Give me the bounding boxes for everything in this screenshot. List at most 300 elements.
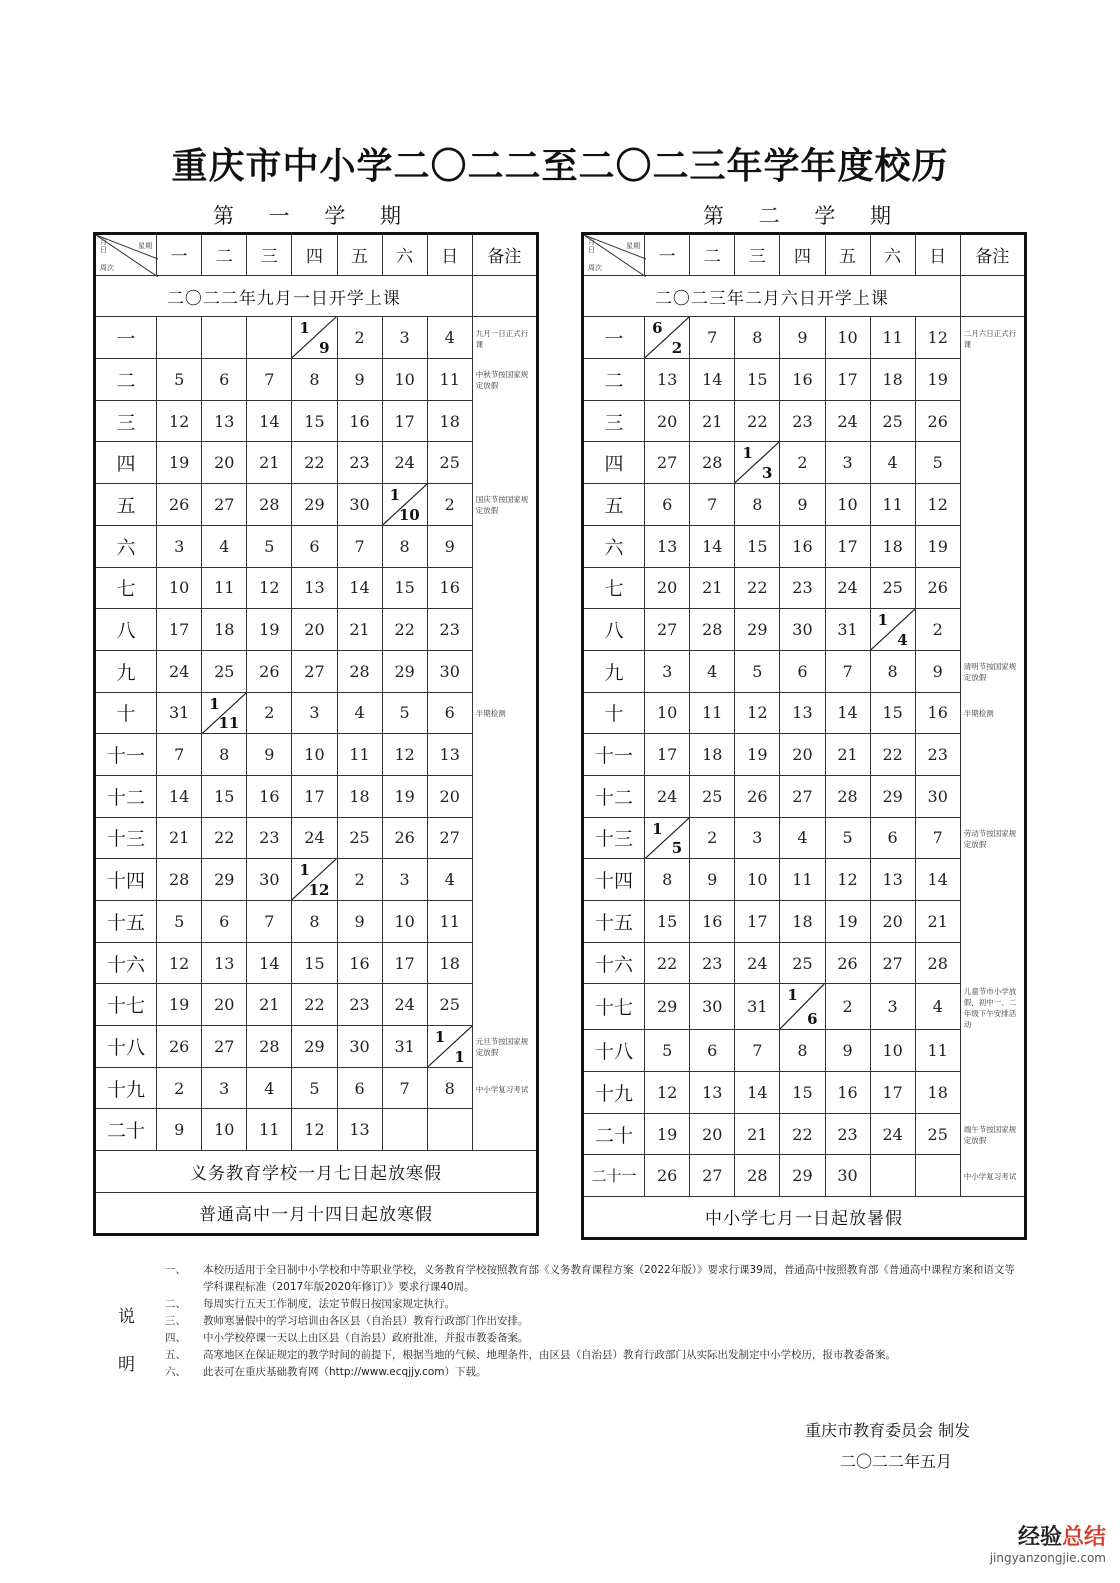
week-row <box>583 400 1026 442</box>
note-empty <box>960 1072 1025 1114</box>
week-row <box>95 942 538 984</box>
weekday-header: 六 <box>870 234 915 276</box>
corner-weekday: 星期 <box>138 242 153 250</box>
week-label: 十二 <box>583 775 645 817</box>
day-cell: 18 <box>427 400 472 442</box>
week-row <box>95 734 538 776</box>
note-empty <box>960 567 1025 609</box>
day-cell: 15 <box>292 400 337 442</box>
day-cell: 9 <box>780 484 825 526</box>
day-cell: 19 <box>157 984 202 1026</box>
day-cell: 2 <box>690 817 735 859</box>
week-label: 十一 <box>95 734 157 776</box>
week-row <box>583 1155 1026 1197</box>
day-cell: 31 <box>382 1026 427 1068</box>
day-cell: 30 <box>247 859 292 901</box>
day-cell: 17 <box>157 609 202 651</box>
weekday-header: 一 <box>645 234 690 276</box>
day-cell: 14 <box>690 359 735 401</box>
day-cell: 23 <box>337 442 382 484</box>
month-number: 1 <box>299 861 310 880</box>
note-empty <box>960 525 1025 567</box>
note-empty <box>472 817 537 859</box>
note-empty <box>472 859 537 901</box>
week-row <box>583 775 1026 817</box>
week-label: 三 <box>95 400 157 442</box>
day-cell: 7 <box>337 525 382 567</box>
day-cell: 11 <box>427 901 472 943</box>
day-cell: 11 <box>202 567 247 609</box>
day-cell: 16 <box>780 359 825 401</box>
weekday-header: 一 <box>157 234 202 276</box>
day-cell: 11 <box>427 359 472 401</box>
week-label: 十七 <box>95 984 157 1026</box>
day-cell: 29 <box>645 984 690 1030</box>
day-cell: 26 <box>735 775 780 817</box>
week-row <box>95 484 538 526</box>
day-cell: 14 <box>337 567 382 609</box>
month-start-cell <box>292 317 337 359</box>
day-cell: 23 <box>915 734 960 776</box>
note-empty <box>960 609 1025 651</box>
day-cell: 4 <box>337 692 382 734</box>
watermark-brand-b: 总结 <box>1061 1525 1106 1550</box>
week-label: 一 <box>95 317 157 359</box>
week-row <box>95 525 538 567</box>
note-empty <box>472 734 537 776</box>
winter-break-highschool: 普通高中一月十四日起放寒假 <box>95 1192 538 1234</box>
day-cell: 20 <box>780 734 825 776</box>
day-cell: 5 <box>292 1067 337 1109</box>
header-row <box>95 234 538 276</box>
issue-date: 二〇二二年五月 <box>840 1452 953 1471</box>
day-cell: 16 <box>825 1072 870 1114</box>
day-cell: 21 <box>247 442 292 484</box>
day-cell: 10 <box>645 692 690 734</box>
note-header: 备注 <box>960 234 1025 276</box>
day-cell: 10 <box>157 567 202 609</box>
note-header: 备注 <box>472 234 537 276</box>
day-cell: 15 <box>735 525 780 567</box>
day-cell: 10 <box>382 901 427 943</box>
day-cell: 22 <box>870 734 915 776</box>
day-cell: 2 <box>337 317 382 359</box>
week-row <box>583 650 1026 692</box>
day-cell: 14 <box>825 692 870 734</box>
week-label: 十六 <box>95 942 157 984</box>
day-cell: 29 <box>292 1026 337 1068</box>
note-empty <box>960 442 1025 484</box>
note-empty <box>472 525 537 567</box>
day-cell: 7 <box>247 359 292 401</box>
day-cell: 7 <box>825 650 870 692</box>
note-empty <box>472 984 537 1026</box>
month-number: 1 <box>389 486 401 505</box>
month-number: 6 <box>652 319 663 338</box>
day-cell: 5 <box>825 817 870 859</box>
week-label: 十三 <box>95 817 157 859</box>
watermark-url: jingyanzongjie.com <box>989 1551 1106 1565</box>
day-cell: 25 <box>690 775 735 817</box>
week-label: 四 <box>95 442 157 484</box>
day-cell: 26 <box>247 650 292 692</box>
note-cell <box>960 317 1025 359</box>
day-cell: 12 <box>382 734 427 776</box>
day-cell: 26 <box>157 484 202 526</box>
week-label: 十八 <box>583 1030 645 1072</box>
day-cell: 29 <box>735 609 780 651</box>
day-cell: 19 <box>735 734 780 776</box>
week-label: 二十一 <box>583 1155 645 1197</box>
week-row <box>95 442 538 484</box>
day-cell: 12 <box>915 484 960 526</box>
weekday-header: 五 <box>337 234 382 276</box>
day-cell: 27 <box>202 1026 247 1068</box>
week-label: 十三 <box>583 817 645 859</box>
day-cell: 4 <box>427 317 472 359</box>
note-empty <box>472 942 537 984</box>
weekday-header: 六 <box>382 234 427 276</box>
week-label: 十一 <box>583 734 645 776</box>
corner-cell <box>583 234 645 276</box>
week-row <box>583 317 1026 359</box>
day-cell: 18 <box>427 942 472 984</box>
day-cell: 23 <box>690 942 735 984</box>
day-cell: 3 <box>157 525 202 567</box>
week-label: 七 <box>583 567 645 609</box>
week-row <box>95 567 538 609</box>
day-cell: 3 <box>202 1067 247 1109</box>
month-start-cell <box>645 817 690 859</box>
day-cell: 28 <box>915 942 960 984</box>
day-cell: 22 <box>292 442 337 484</box>
note-text: 半期检测 <box>963 709 994 719</box>
footer-row <box>95 1192 538 1234</box>
week-row <box>583 692 1026 734</box>
day-cell: 8 <box>202 734 247 776</box>
day-cell: 2 <box>915 609 960 651</box>
day-cell: 9 <box>247 734 292 776</box>
day-cell: 17 <box>382 942 427 984</box>
day-cell: 2 <box>825 984 870 1030</box>
corner-cell <box>95 234 157 276</box>
day-cell: 22 <box>202 817 247 859</box>
day-cell: 2 <box>247 692 292 734</box>
weekday-header: 四 <box>780 234 825 276</box>
day-number: 10 <box>398 505 420 524</box>
week-row <box>95 359 538 401</box>
note-empty <box>960 275 1025 317</box>
day-cell: 20 <box>202 984 247 1026</box>
day-cell: 16 <box>337 942 382 984</box>
day-cell <box>247 317 292 359</box>
week-label: 十二 <box>95 775 157 817</box>
day-cell: 6 <box>780 650 825 692</box>
day-cell: 30 <box>690 984 735 1030</box>
day-cell: 9 <box>427 525 472 567</box>
note-cell <box>472 317 537 359</box>
note-cell <box>472 1026 537 1068</box>
week-row <box>95 901 538 943</box>
note-cell <box>472 692 537 734</box>
day-cell: 14 <box>247 400 292 442</box>
day-cell: 9 <box>157 1109 202 1151</box>
month-start-cell <box>427 1026 472 1068</box>
day-cell: 27 <box>202 484 247 526</box>
note-cell <box>472 484 537 526</box>
day-cell: 3 <box>382 859 427 901</box>
day-cell: 3 <box>735 817 780 859</box>
day-cell: 15 <box>292 942 337 984</box>
week-row <box>95 775 538 817</box>
note-empty <box>472 400 537 442</box>
day-cell: 20 <box>292 609 337 651</box>
day-cell: 24 <box>292 817 337 859</box>
day-cell <box>382 1109 427 1151</box>
day-cell: 24 <box>825 400 870 442</box>
day-cell: 8 <box>645 859 690 901</box>
note-text: 端午节按国家规定放假 <box>963 1125 1017 1146</box>
day-cell: 20 <box>645 400 690 442</box>
day-cell: 19 <box>157 442 202 484</box>
day-cell: 12 <box>292 1109 337 1151</box>
watermark-brand-a: 经验 <box>1017 1525 1062 1550</box>
day-cell: 22 <box>645 942 690 984</box>
note-cell <box>960 650 1025 692</box>
day-cell: 7 <box>247 901 292 943</box>
month-number: 1 <box>434 1028 446 1047</box>
day-cell: 25 <box>780 942 825 984</box>
explanation-label-2: 明 <box>118 1355 135 1375</box>
day-cell: 12 <box>735 692 780 734</box>
day-cell: 24 <box>870 1113 915 1155</box>
day-cell: 16 <box>780 525 825 567</box>
weekday-header: 二 <box>202 234 247 276</box>
note-empty <box>472 442 537 484</box>
day-number: 4 <box>897 630 908 649</box>
week-label: 十四 <box>95 859 157 901</box>
day-cell: 28 <box>247 484 292 526</box>
day-cell: 15 <box>202 775 247 817</box>
explanation-item: 三、 教师寒暑假中的学习培训由各区县（自治县）教育行政部门作出安排。 <box>165 1315 529 1327</box>
week-row <box>95 1067 538 1109</box>
day-cell: 10 <box>870 1030 915 1072</box>
note-empty <box>472 609 537 651</box>
note-empty <box>472 275 537 317</box>
day-number: 9 <box>319 339 330 358</box>
day-cell: 9 <box>915 650 960 692</box>
day-cell: 25 <box>870 400 915 442</box>
day-cell: 11 <box>337 734 382 776</box>
day-number: 3 <box>761 464 773 483</box>
summer-break: 中小学七月一日起放暑假 <box>583 1197 1026 1239</box>
note-text: 九月一日正式行课 <box>475 328 529 349</box>
note-empty <box>960 400 1025 442</box>
note-empty <box>960 734 1025 776</box>
day-cell: 28 <box>247 1026 292 1068</box>
day-cell: 25 <box>870 567 915 609</box>
day-cell: 10 <box>825 317 870 359</box>
day-cell: 12 <box>825 859 870 901</box>
day-cell: 30 <box>427 650 472 692</box>
day-cell: 4 <box>780 817 825 859</box>
day-cell: 13 <box>870 859 915 901</box>
day-cell: 27 <box>690 1155 735 1197</box>
note-empty <box>960 901 1025 943</box>
day-cell: 18 <box>780 901 825 943</box>
day-cell: 17 <box>825 359 870 401</box>
start-banner: 二〇二三年二月六日开学上课 <box>583 275 961 317</box>
day-cell: 19 <box>915 525 960 567</box>
semester1-heading: 第 一 学 期 <box>212 204 416 228</box>
day-cell: 14 <box>690 525 735 567</box>
week-row <box>583 1030 1026 1072</box>
note-text: 中小学复习考试 <box>963 1172 1017 1182</box>
note-cell <box>960 1113 1025 1155</box>
day-cell: 22 <box>382 609 427 651</box>
day-cell: 31 <box>157 692 202 734</box>
day-cell: 23 <box>247 817 292 859</box>
day-cell: 5 <box>157 359 202 401</box>
day-cell: 24 <box>645 775 690 817</box>
day-cell: 16 <box>247 775 292 817</box>
issuer: 重庆市教育委员会 制发 <box>805 1421 971 1440</box>
day-cell: 13 <box>427 734 472 776</box>
day-cell: 4 <box>690 650 735 692</box>
day-cell <box>157 317 202 359</box>
day-cell: 30 <box>337 484 382 526</box>
day-cell: 21 <box>915 901 960 943</box>
day-cell: 4 <box>915 984 960 1030</box>
day-cell: 9 <box>825 1030 870 1072</box>
week-label: 二十 <box>583 1113 645 1155</box>
week-label: 十五 <box>583 901 645 943</box>
day-cell: 11 <box>870 317 915 359</box>
week-row <box>583 567 1026 609</box>
day-cell: 14 <box>915 859 960 901</box>
week-row <box>95 400 538 442</box>
start-banner: 二〇二二年九月一日开学上课 <box>95 275 473 317</box>
explanation-item: 四、 中小学校停课一天以上由区县（自治县）政府批准，并报市教委备案。 <box>165 1332 529 1344</box>
week-label: 五 <box>583 484 645 526</box>
day-cell: 9 <box>337 359 382 401</box>
day-cell: 5 <box>735 650 780 692</box>
note-empty <box>472 775 537 817</box>
note-text: 半期检测 <box>475 709 506 719</box>
day-cell: 22 <box>735 567 780 609</box>
explanation-item: 一、 本校历适用于全日制中小学校和中等职业学校，义务教育学校按照教育部《义务教育课程方案（2022年版）》要求行课39周，普通高中按照教育部《普通高中课程方案和语文等学科课程标准（2017年版2020年修订）》要求行课40周。 <box>165 1264 1015 1293</box>
winter-break-compulsory: 义务教育学校一月七日起放寒假 <box>95 1151 538 1193</box>
day-cell: 24 <box>382 442 427 484</box>
week-label: 十八 <box>95 1026 157 1068</box>
day-cell <box>427 1109 472 1151</box>
month-number: 1 <box>299 319 310 338</box>
day-cell: 16 <box>337 400 382 442</box>
note-cell <box>472 359 537 401</box>
month-start-cell <box>870 609 915 651</box>
day-cell: 18 <box>870 525 915 567</box>
day-number: 12 <box>308 881 330 899</box>
week-label: 十九 <box>583 1072 645 1114</box>
month-number: 1 <box>742 444 753 463</box>
week-label: 十 <box>583 692 645 734</box>
note-empty <box>960 859 1025 901</box>
note-empty <box>472 901 537 943</box>
day-cell: 17 <box>870 1072 915 1114</box>
day-cell: 27 <box>645 442 690 484</box>
day-cell: 15 <box>735 359 780 401</box>
watermark <box>990 1520 1106 1565</box>
day-cell: 13 <box>292 567 337 609</box>
note-cell <box>960 817 1025 859</box>
day-cell: 4 <box>247 1067 292 1109</box>
week-label: 四 <box>583 442 645 484</box>
week-row <box>583 1072 1026 1114</box>
day-number: 2 <box>671 339 683 358</box>
day-cell: 20 <box>427 775 472 817</box>
day-cell: 26 <box>157 1026 202 1068</box>
day-cell: 3 <box>382 317 427 359</box>
week-label: 五 <box>95 484 157 526</box>
week-row <box>95 609 538 651</box>
day-cell: 10 <box>382 359 427 401</box>
day-cell: 21 <box>157 817 202 859</box>
day-cell: 5 <box>247 525 292 567</box>
day-cell: 27 <box>870 942 915 984</box>
day-cell: 23 <box>780 400 825 442</box>
day-number: 11 <box>218 714 240 733</box>
week-label: 十六 <box>583 942 645 984</box>
day-cell: 8 <box>427 1067 472 1109</box>
day-cell: 23 <box>337 984 382 1026</box>
week-label: 十五 <box>95 901 157 943</box>
week-row <box>583 984 1026 1030</box>
day-cell: 31 <box>735 984 780 1030</box>
week-row <box>583 1113 1026 1155</box>
week-label: 十九 <box>95 1067 157 1109</box>
day-cell: 23 <box>427 609 472 651</box>
day-cell: 22 <box>780 1113 825 1155</box>
day-cell: 10 <box>825 484 870 526</box>
day-cell: 19 <box>915 359 960 401</box>
day-cell: 21 <box>337 609 382 651</box>
explanation-item: 二、 每周实行五天工作制度，法定节假日按国家规定执行。 <box>165 1298 455 1310</box>
corner-month-day: 月 日 <box>100 238 107 254</box>
weekday-header: 日 <box>915 234 960 276</box>
day-cell: 19 <box>247 609 292 651</box>
month-start-cell <box>292 859 337 901</box>
week-label: 二 <box>583 359 645 401</box>
day-cell: 5 <box>382 692 427 734</box>
day-cell: 15 <box>645 901 690 943</box>
day-cell: 26 <box>382 817 427 859</box>
day-cell: 11 <box>780 859 825 901</box>
day-cell: 7 <box>735 1030 780 1072</box>
week-label: 九 <box>95 650 157 692</box>
day-cell: 6 <box>202 901 247 943</box>
day-cell <box>202 317 247 359</box>
day-cell: 26 <box>915 567 960 609</box>
week-label: 七 <box>95 567 157 609</box>
day-cell: 26 <box>915 400 960 442</box>
note-empty <box>472 567 537 609</box>
day-cell: 6 <box>337 1067 382 1109</box>
month-start-cell <box>202 692 247 734</box>
day-cell: 9 <box>780 317 825 359</box>
week-row <box>583 817 1026 859</box>
note-empty <box>960 942 1025 984</box>
semester1-calendar <box>93 232 539 1236</box>
